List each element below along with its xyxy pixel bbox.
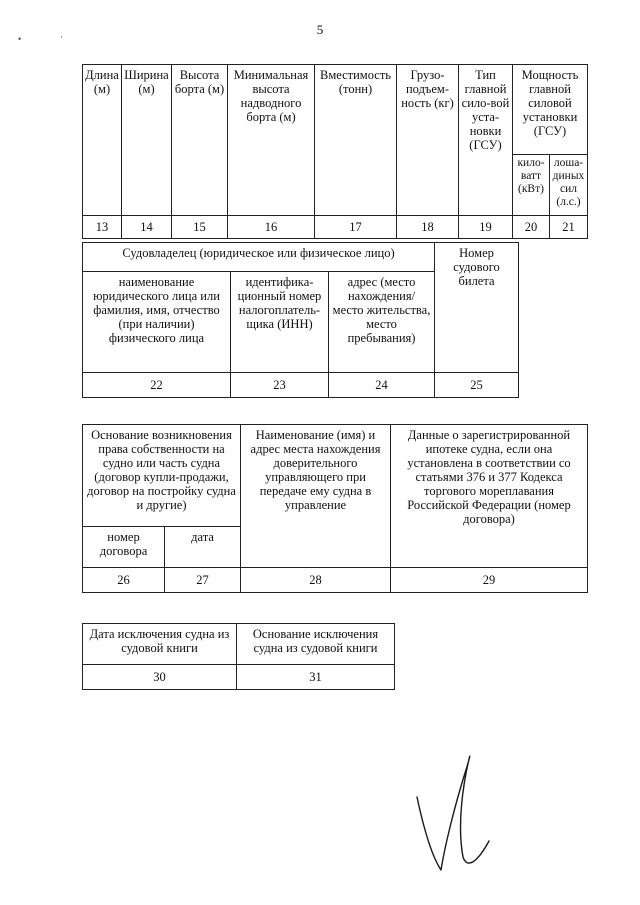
column-number: 14 xyxy=(122,216,172,239)
owner-name-header: наименование юридического лица или фамилия, имя, отчество (при наличии) физического лица xyxy=(83,272,231,373)
column-number: 26 xyxy=(83,568,165,593)
ownership-basis-table xyxy=(82,424,588,593)
column-number: 17 xyxy=(315,216,397,239)
width-header: Ширина (м) xyxy=(122,65,172,216)
page-number: 5 xyxy=(316,22,324,37)
column-number: 30 xyxy=(83,665,237,690)
column-number: 21 xyxy=(550,216,588,239)
trustee-header: Наименование (имя) и адрес места нахождения доверительного управляющего при передаче ему судна в управление xyxy=(241,425,391,568)
column-number: 22 xyxy=(83,373,231,398)
contract-date-header: дата xyxy=(165,527,241,568)
owner-header: Судовладелец (юридическое или физическое лицо) xyxy=(83,243,435,272)
kilowatt-header: кило-ватт (кВт) xyxy=(513,155,550,216)
exclusion-basis-header: Основание исключения судна из судовой книги xyxy=(237,624,395,665)
min-freeboard-header: Минимальная высота надводного борта (м) xyxy=(228,65,315,216)
horsepower-header: лоша-диных сил (л.с.) xyxy=(550,155,588,216)
column-number: 20 xyxy=(513,216,550,239)
ownership-basis-header: Основание возникновения права собственности на судно или часть судна (договор купли-продажи, договор на постройку судна и другие) xyxy=(83,425,241,527)
board-height-header: Высота борта (м) xyxy=(172,65,228,216)
owner-table xyxy=(82,242,519,398)
column-number: 29 xyxy=(391,568,588,593)
column-number: 25 xyxy=(435,373,519,398)
column-number: 31 xyxy=(237,665,395,690)
column-number: 19 xyxy=(459,216,513,239)
scan-speck: • xyxy=(18,34,22,44)
column-number: 27 xyxy=(165,568,241,593)
exclusion-date-header: Дата исключения судна из судовой книги xyxy=(83,624,237,665)
inn-header: идентифика-ционный номер налогоплатель-щика (ИНН) xyxy=(231,272,329,373)
length-header: Длина (м) xyxy=(83,65,122,216)
column-number: 15 xyxy=(172,216,228,239)
main-plant-power-header: Мощность главной силовой установки (ГСУ) xyxy=(513,65,588,155)
vessel-characteristics-table xyxy=(82,64,588,239)
contract-number-header: номер договора xyxy=(83,527,165,568)
scan-speck: · xyxy=(60,32,63,42)
column-number: 16 xyxy=(228,216,315,239)
exclusion-table xyxy=(82,623,395,690)
lift-capacity-header: Грузо-подъем-ность (кг) xyxy=(397,65,459,216)
column-number: 13 xyxy=(83,216,122,239)
column-number: 18 xyxy=(397,216,459,239)
column-number: 24 xyxy=(329,373,435,398)
owner-address-header: адрес (место нахождения/ место жительства, место пребывания) xyxy=(329,272,435,373)
mortgage-header: Данные о зарегистрированной ипотеке судна, если она установлена в соответствии со статьями 376 и 377 Кодекса торгового мореплавания Российской Федерации (номер договора) xyxy=(391,425,588,568)
main-plant-type-header: Тип главной сило-вой уста-новки (ГСУ) xyxy=(459,65,513,216)
column-number: 28 xyxy=(241,568,391,593)
column-number: 23 xyxy=(231,373,329,398)
handwritten-signature xyxy=(405,745,505,875)
capacity-header: Вместимость (тонн) xyxy=(315,65,397,216)
ticket-number-header: Номер судового билета xyxy=(435,243,519,373)
